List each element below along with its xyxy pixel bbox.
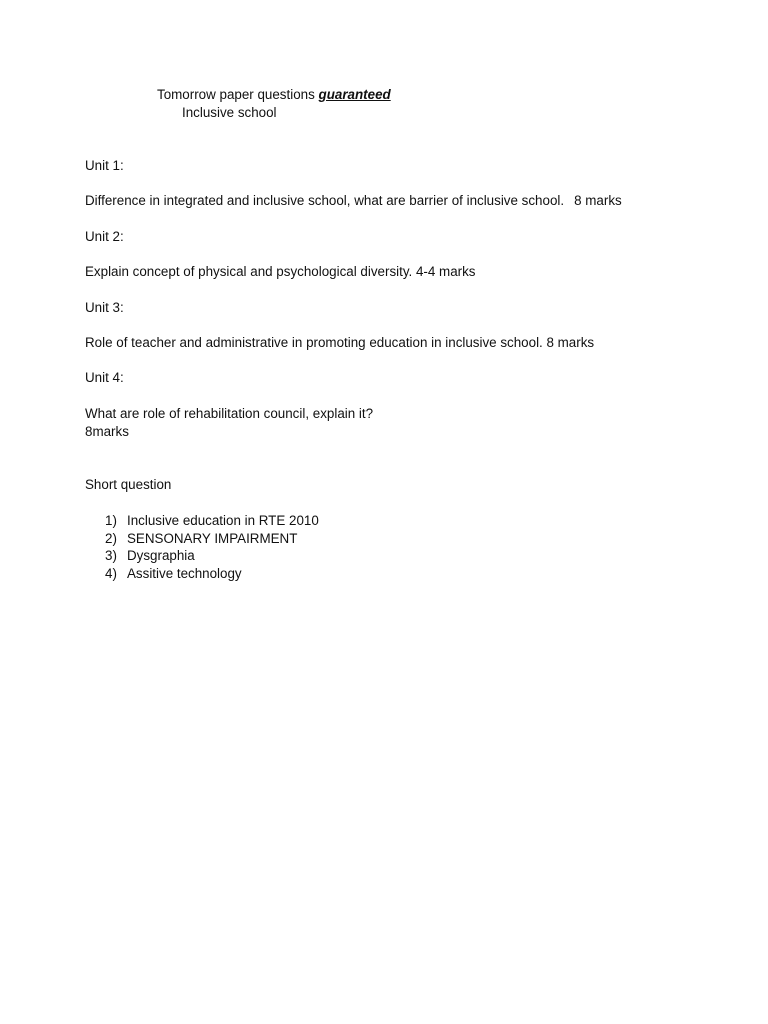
list-item-text: Assitive technology: [127, 565, 242, 581]
list-item-number: 1): [105, 513, 117, 528]
list-item-number: 3): [105, 548, 117, 564]
short-question-heading: Short question: [85, 477, 172, 492]
unit-1-marks: 8 marks: [574, 193, 622, 208]
list-item-number: 2): [105, 530, 117, 546]
list-item: [105, 547, 319, 565]
unit-1-heading: Unit 1:: [85, 158, 124, 173]
title-prefix: Tomorrow paper questions: [157, 87, 319, 102]
list-item-number: 4): [105, 565, 117, 581]
unit-1-question: [85, 193, 622, 209]
short-question-list: [105, 512, 319, 582]
list-item: [105, 565, 319, 583]
document-subtitle: Inclusive school: [182, 105, 277, 120]
unit-1-question-text: Difference in integrated and inclusive school, what are barrier of inclusive school.: [85, 193, 565, 208]
unit-4-question: What are role of rehabilitation council, explain it?: [85, 406, 374, 421]
title-emphasis: guaranteed: [318, 87, 391, 102]
unit-4-marks: 8marks: [85, 424, 129, 439]
list-item-text: Inclusive education in RTE 2010: [127, 513, 319, 528]
unit-2-heading: Unit 2:: [85, 229, 124, 244]
document-title: [157, 87, 391, 103]
list-item: [105, 512, 319, 530]
list-item-text: SENSONARY IMPAIRMENT: [127, 530, 298, 546]
unit-4-heading: Unit 4:: [85, 370, 124, 385]
unit-2-question: Explain concept of physical and psychological diversity. 4-4 marks: [85, 264, 476, 279]
list-item-text: Dysgraphia: [127, 548, 195, 564]
unit-3-question: Role of teacher and administrative in promoting education in inclusive school. 8 marks: [85, 335, 595, 350]
unit-3-heading: Unit 3:: [85, 300, 124, 315]
list-item: [105, 530, 319, 548]
